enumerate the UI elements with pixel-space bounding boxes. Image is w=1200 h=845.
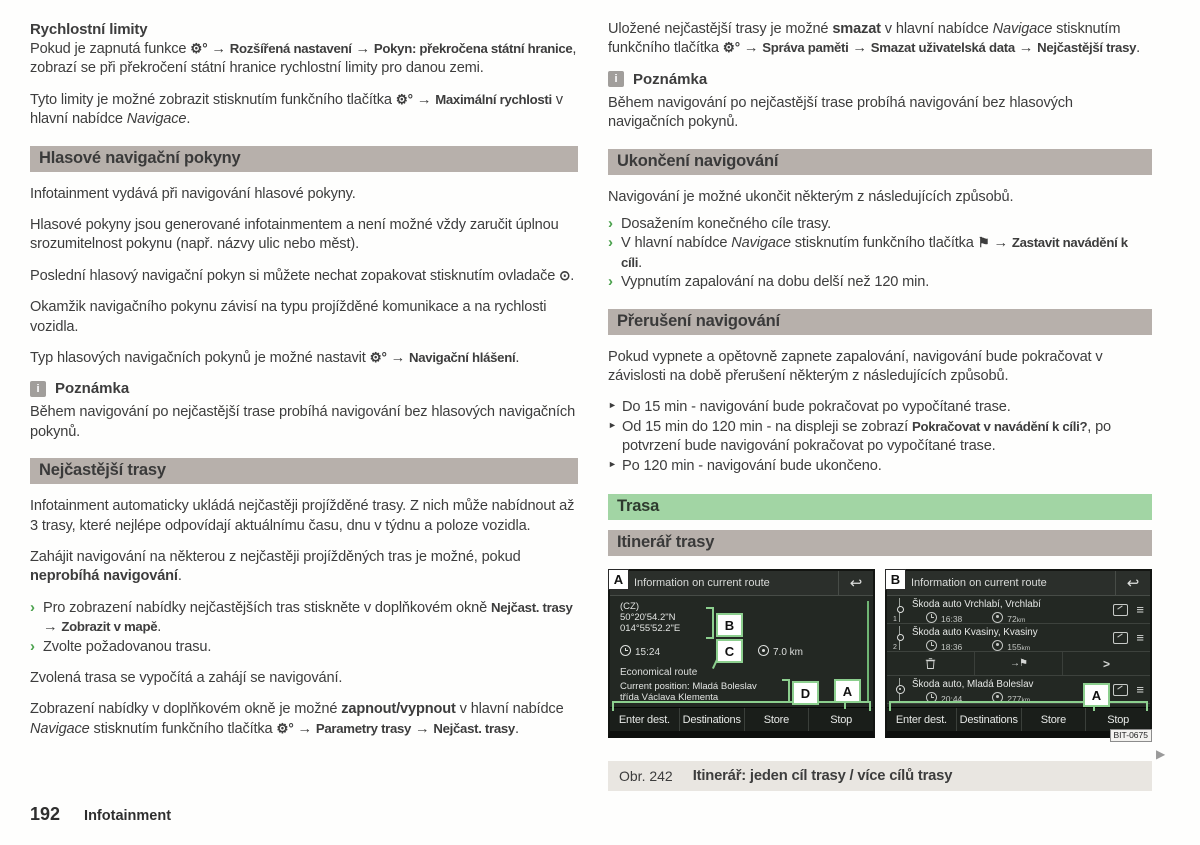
paragraph: Pokud vypnete a opětovně zapnete zapalování, navigování bude pokračovat v závislosti na době přerušení některým z následujících způsobů. bbox=[608, 348, 1103, 385]
waypoint-distance: 72km bbox=[992, 612, 1025, 626]
next-page-arrow-icon: ▶ bbox=[1156, 747, 1166, 761]
section-header-itinerary: Itinerář trasy bbox=[608, 530, 1152, 556]
green-arrow-bullet-icon: › bbox=[608, 273, 613, 291]
callout-bracket bbox=[782, 679, 790, 703]
figure-label-a: A bbox=[608, 569, 629, 590]
caption-number: Obr. 242 bbox=[619, 768, 673, 785]
distance-icon bbox=[992, 640, 1003, 651]
store-button[interactable]: Store bbox=[744, 708, 809, 731]
current-position-line1: Current position: Mladá Boleslav bbox=[620, 681, 757, 693]
trash-icon bbox=[924, 657, 937, 670]
scrollbar[interactable] bbox=[867, 601, 869, 703]
list-item: ► Po 120 min - navigování bude ukončeno. bbox=[608, 457, 882, 474]
insert-waypoint-button[interactable]: →⚑ bbox=[974, 652, 1062, 675]
page-number: 192 bbox=[30, 804, 61, 824]
list-item: › Zvolte požadovanou trasu. bbox=[30, 637, 212, 655]
paragraph: Tyto limity je možné zobrazit stisknutím funkčního tlačítka ⚙° → Maximální rychlosti v hlavní nabídce Navigace. bbox=[30, 91, 563, 128]
waypoint-1-icon: 1 bbox=[893, 598, 908, 622]
section-title-speed-limits: Rychlostní limity bbox=[30, 21, 148, 38]
paragraph: Infotainment automaticky ukládá nejčastěji projížděné trasy. Z nich může nabídnout až 3 trasy, které nejlépe odpovídají aktuálnímu času, dnu v týdnu a poloze vozidla. bbox=[30, 498, 575, 534]
destinations-button[interactable]: Destinations bbox=[956, 708, 1021, 731]
section-header-frequent-routes: Nejčastější trasy bbox=[30, 458, 578, 484]
destinations-button[interactable]: Destinations bbox=[679, 708, 744, 731]
paragraph: Infotainment vydává při navigování hlasové pokyny. bbox=[30, 185, 356, 202]
paragraph: Pokud je zapnutá funkce ⚙° → Rozšířená nastavení → Pokyn: překročena státní hranice, zobrazí se při překročení státní hranice rychlostní limity pro danou zemi. bbox=[30, 40, 577, 77]
note-text: Během navigování po nejčastější trase probíhá navigování bez hlasových navigačních pokynů. bbox=[30, 404, 576, 440]
step-list bbox=[30, 599, 578, 657]
green-arrow-bullet-icon: › bbox=[30, 598, 35, 616]
options-menu-icon[interactable]: ≡ bbox=[1136, 629, 1144, 645]
store-button[interactable]: Store bbox=[1021, 708, 1086, 731]
arrival-time: 15:24 bbox=[620, 645, 660, 659]
enter-destination-button[interactable]: Enter dest. bbox=[618, 713, 670, 726]
waypoint-time: 18:36 bbox=[926, 640, 962, 654]
info-icon: i bbox=[30, 381, 46, 397]
paragraph: Hlasové pokyny jsou generované infotainmentem a není možné vždy zaručit úplnou srozumitelnost pokynu (např. názvy ulic nebo měst). bbox=[30, 216, 559, 253]
left-column bbox=[30, 20, 578, 751]
condition-list bbox=[608, 398, 1152, 476]
remaining-distance: 7.0 km bbox=[758, 645, 803, 659]
green-arrow-bullet-icon: › bbox=[608, 234, 613, 252]
page-footer bbox=[30, 804, 171, 825]
waypoint-action-row bbox=[887, 652, 1150, 676]
show-on-map-icon[interactable] bbox=[1113, 684, 1128, 696]
itinerary-row-2[interactable] bbox=[887, 624, 1150, 652]
paragraph: Zobrazení nabídky v doplňkovém okně je možné zapnout/vypnout v hlavní nabídce Navigace stisknutím funkčního tlačítka ⚙° → Parametry trasy → Nejčast. trasy. bbox=[30, 701, 564, 737]
note-block bbox=[30, 380, 578, 442]
section-header-interrupt-navigation: Přerušení navigování bbox=[608, 309, 1152, 335]
paragraph: Typ hlasových navigačních pokynů je možné nastavit ⚙° → Navigační hlášení. bbox=[30, 350, 520, 366]
current-country: (CZ) bbox=[620, 601, 639, 613]
chapter-name: Infotainment bbox=[84, 808, 172, 824]
options-menu-icon[interactable]: ≡ bbox=[1136, 681, 1144, 697]
destination-distance: 277km bbox=[992, 692, 1030, 706]
distance-icon bbox=[992, 612, 1003, 623]
figure-label-b: B bbox=[885, 569, 906, 590]
note-title: Poznámka bbox=[633, 70, 708, 88]
infotainment-screen-multi-destination bbox=[885, 569, 1152, 738]
current-position-line2: třída Václava Klementa bbox=[620, 692, 719, 704]
callout-a: A bbox=[1083, 683, 1110, 707]
waypoint-2-icon: 2 bbox=[893, 626, 908, 650]
destination-icon bbox=[893, 678, 908, 702]
callout-b: B bbox=[716, 613, 743, 637]
latitude: 50°20'54.2"N bbox=[620, 612, 676, 624]
clock-icon bbox=[926, 612, 937, 623]
longitude: 014°55'52.2"E bbox=[620, 623, 681, 635]
figure-caption bbox=[608, 761, 1152, 791]
green-arrow-bullet-icon: › bbox=[608, 215, 613, 233]
image-code: BIT-0675 bbox=[1110, 729, 1153, 742]
triangle-bullet-icon: ► bbox=[608, 419, 617, 430]
screen-title: Information on current route bbox=[610, 571, 873, 596]
list-item: › Vypnutím zapalování na dobu delší než 120 min. bbox=[608, 273, 930, 291]
figure-obr-242 bbox=[608, 569, 1152, 753]
back-icon[interactable]: ↩ bbox=[1115, 571, 1150, 595]
caption-text: Itinerář: jeden cíl trasy / více cílů trasy bbox=[692, 768, 953, 785]
paragraph: Navigování je možné ukončit některým z následujících způsobů. bbox=[608, 188, 1014, 205]
list-item: › Pro zobrazení nabídky nejčastějších tras stiskněte v doplňkovém okně Nejčast. trasy → Zobrazit v mapě. bbox=[30, 598, 573, 636]
waypoint-time: 16:38 bbox=[926, 612, 962, 626]
itinerary-list bbox=[887, 596, 1150, 704]
paragraph: Uložené nejčastější trasy je možné smazat v hlavní nabídce Navigace stisknutím funkčního tlačítka ⚙° → Správa paměti → Smazat uživatelská data → Nejčastější trasy. bbox=[608, 21, 1141, 57]
paragraph: Zvolená trasa se vypočítá a zahájí se navigování. bbox=[30, 670, 343, 687]
list-item: ► Do 15 min - navigování bude pokračovat po vypočítané trase. bbox=[608, 399, 1011, 416]
triangle-bullet-icon: ► bbox=[608, 400, 617, 411]
callout-bracket bbox=[706, 607, 714, 639]
callout-a: A bbox=[834, 679, 861, 703]
infotainment-screen-single-destination bbox=[608, 569, 875, 738]
clock-icon bbox=[926, 640, 937, 651]
callout-bracket-buttonbar bbox=[612, 701, 871, 711]
show-on-map-icon[interactable] bbox=[1113, 604, 1128, 616]
callout-c: C bbox=[716, 639, 743, 663]
info-icon: i bbox=[608, 71, 624, 87]
distance-icon bbox=[758, 645, 769, 656]
note-text: Během navigování po nejčastější trase probíhá navigování bez hlasových navigačních pokynů. bbox=[608, 94, 1073, 131]
green-arrow-bullet-icon: › bbox=[30, 637, 35, 655]
paragraph: Poslední hlasový navigační pokyn si můžete nechat zopakovat stisknutím ovladače ⊙. bbox=[30, 267, 575, 284]
list-item: › V hlavní nabídce Navigace stisknutím funkčního tlačítka ⚑ → Zastavit navádění k cíli. bbox=[608, 234, 1128, 271]
clock-icon bbox=[620, 645, 631, 656]
list-item: › Dosažením konečného cíle trasy. bbox=[608, 215, 832, 233]
waypoint-name: Škoda auto Vrchlabí, Vrchlabí bbox=[912, 598, 1041, 610]
note-block bbox=[608, 71, 1152, 133]
stop-button[interactable]: Stop bbox=[1085, 708, 1150, 731]
waypoint-distance: 155km bbox=[992, 640, 1030, 654]
note-title: Poznámka bbox=[55, 380, 130, 398]
destination-time: 20:44 bbox=[926, 692, 962, 706]
paragraph: Okamžik navigačního pokynu závisí na typu projížděné komunikace a na rychlosti vozidla. bbox=[30, 299, 547, 335]
chapter-header-route: Trasa bbox=[608, 494, 1152, 520]
section-header-voice-instructions: Hlasové navigační pokyny bbox=[30, 146, 578, 172]
next-options-icon[interactable]: > bbox=[1062, 652, 1150, 675]
callout-d: D bbox=[792, 681, 819, 705]
itinerary-row-destination[interactable] bbox=[887, 676, 1150, 704]
back-icon[interactable]: ↩ bbox=[838, 571, 873, 595]
step-list bbox=[608, 215, 1152, 293]
itinerary-row-1[interactable] bbox=[887, 596, 1150, 624]
right-column bbox=[608, 20, 1152, 791]
paragraph: Zahájit navigování na některou z nejčastěji projížděných tras je možné, pokud neprobíhá navigování. bbox=[30, 549, 521, 585]
destination-name: Škoda auto, Mladá Boleslav bbox=[912, 678, 1034, 690]
waypoint-name: Škoda auto Kvasiny, Kvasiny bbox=[912, 626, 1038, 638]
show-on-map-icon[interactable] bbox=[1113, 632, 1128, 644]
stop-button[interactable]: Stop bbox=[808, 708, 873, 731]
screen-title: Information on current route bbox=[887, 571, 1150, 596]
triangle-bullet-icon: ► bbox=[608, 458, 617, 469]
delete-waypoint-button[interactable] bbox=[887, 652, 974, 675]
enter-destination-button[interactable]: Enter dest. bbox=[895, 713, 947, 726]
route-type: Economical route bbox=[620, 667, 698, 679]
options-menu-icon[interactable]: ≡ bbox=[1136, 601, 1144, 617]
section-header-end-navigation: Ukončení navigování bbox=[608, 149, 1152, 175]
list-item: ► Od 15 min do 120 min - na displeji se zobrazí Pokračovat v navádění k cíli?, po potvrzení bude navigování pokračovat po vypočítané trase. bbox=[608, 418, 1112, 455]
